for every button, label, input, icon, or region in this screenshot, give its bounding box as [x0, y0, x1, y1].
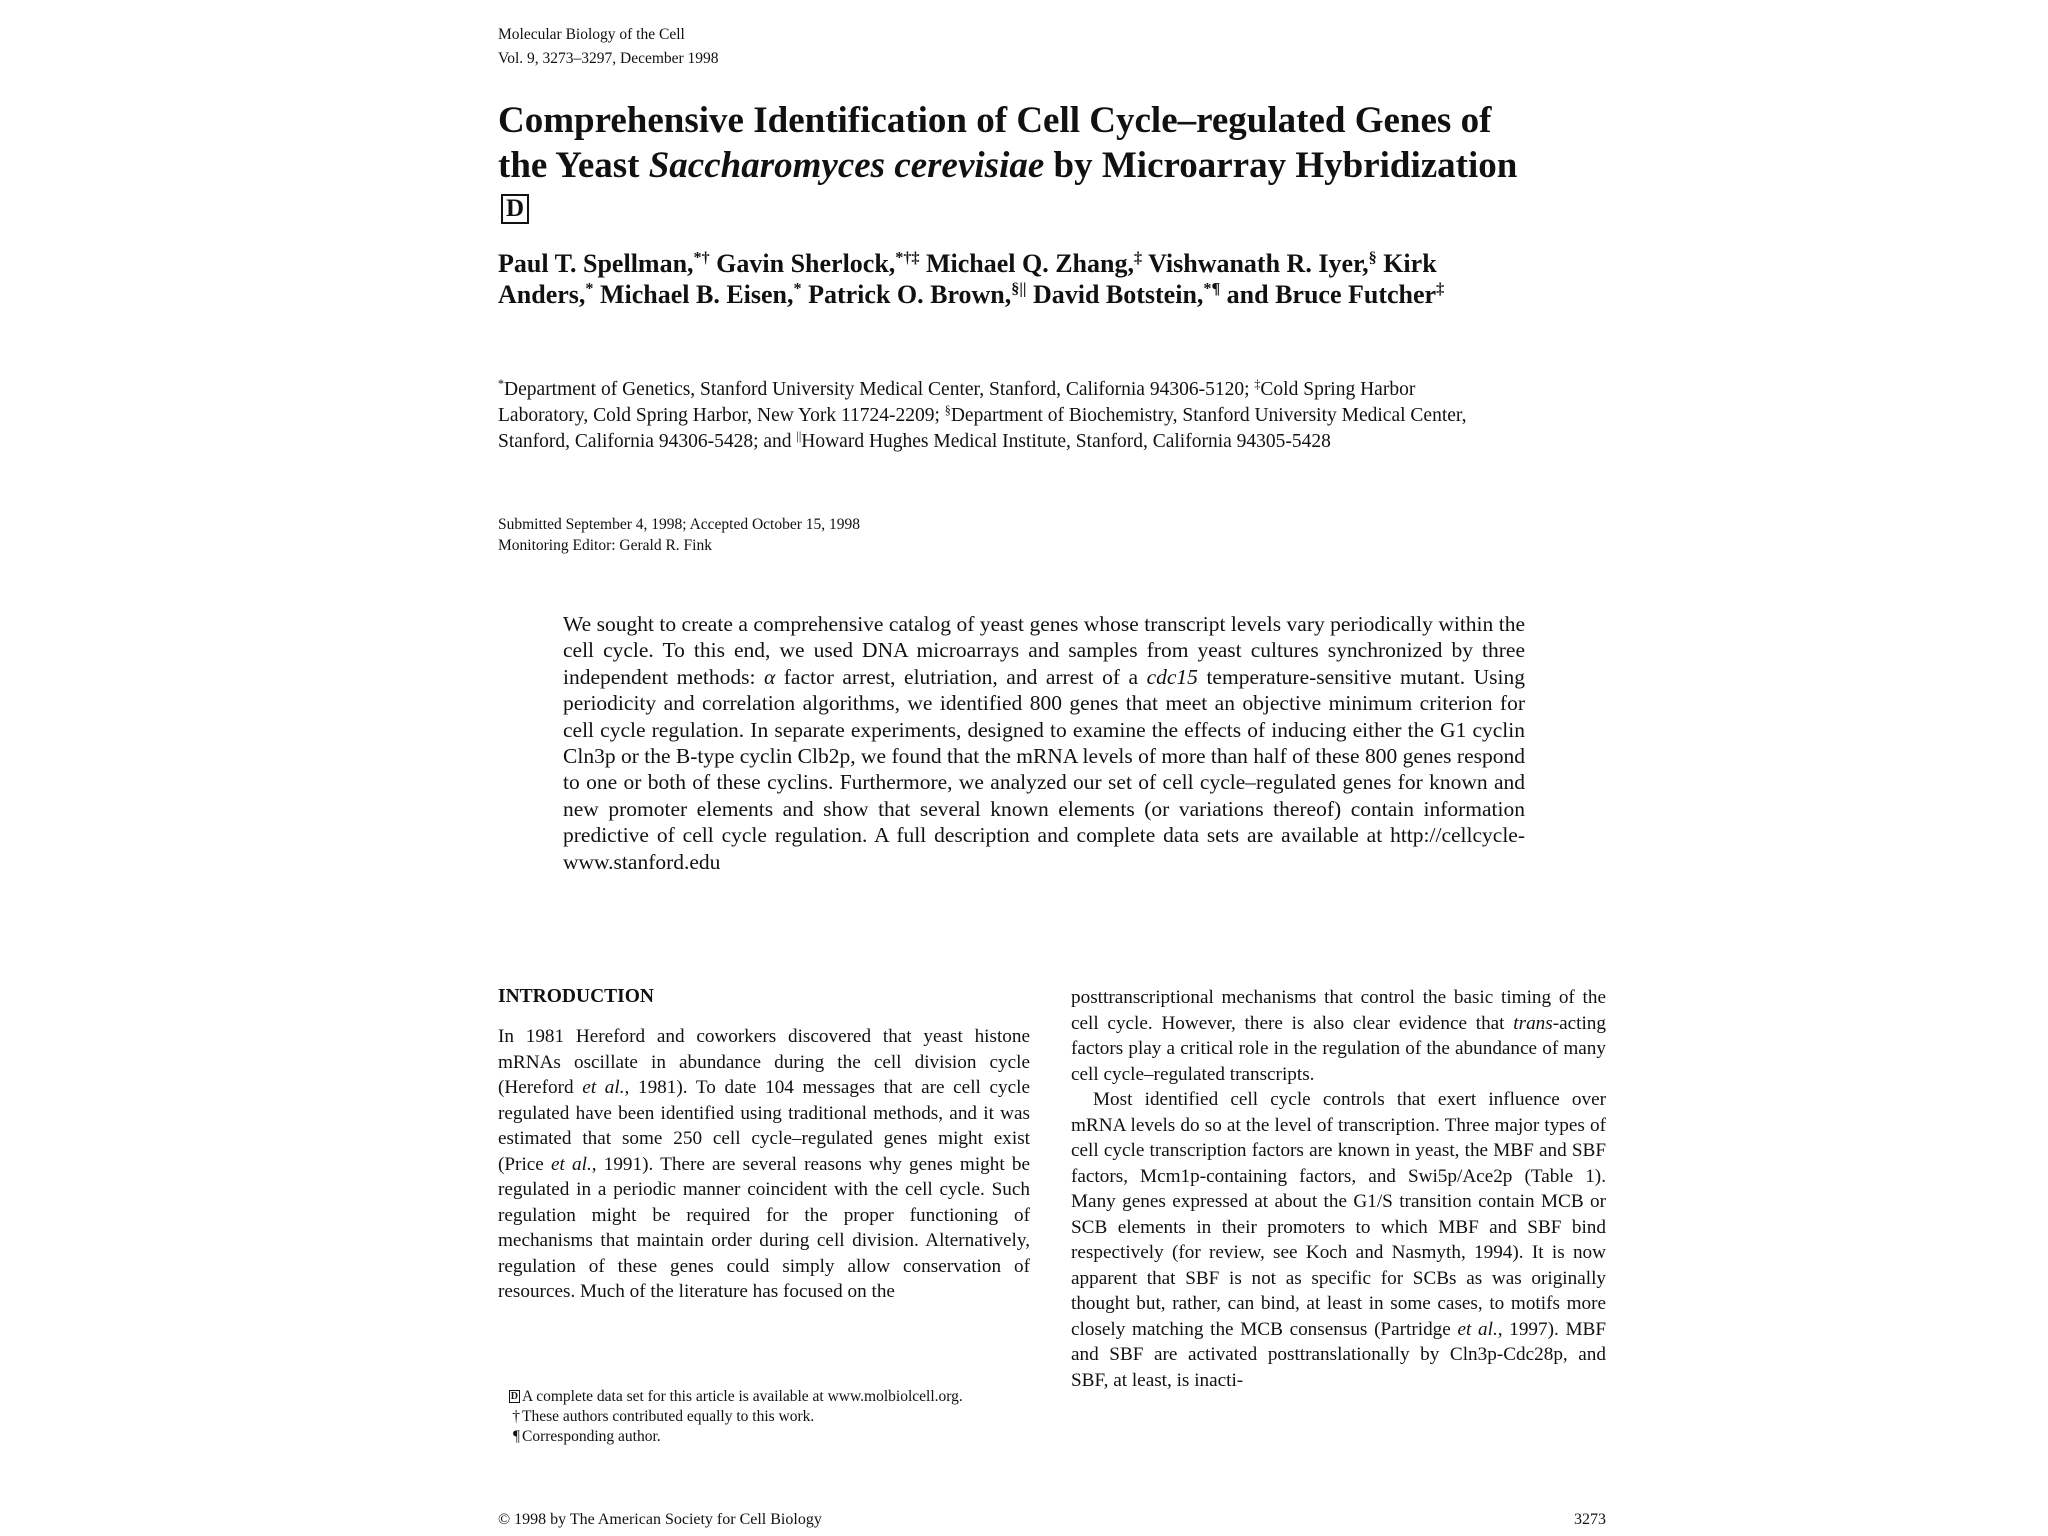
footnote-text: A complete data set for this article is available at www.molbiolcell.org. [522, 1388, 963, 1405]
author-marks: ‡ [1436, 280, 1445, 298]
left-column [498, 1024, 1030, 1305]
footnote-text: Corresponding author. [522, 1428, 661, 1445]
monitoring-editor: Monitoring Editor: Gerald R. Fink [498, 537, 712, 554]
footnote-mark: ¶ [512, 1428, 520, 1445]
author-list [498, 248, 1528, 310]
supplemental-data-icon: D [501, 194, 529, 224]
affil-text: Department of Biochemistry, Stanford University Medical Center, Stanford, California 94306-5428; and [498, 405, 1467, 452]
footnote [498, 1407, 1030, 1427]
intro-text-2: , 1981). To date 104 messages that are cell cycle regulated have been identified using traditional methods, and it was estimated that some 250 cell cycle–regulated genes might exist (Price [498, 1077, 1030, 1175]
affil-mark: ‡ [1254, 376, 1261, 391]
journal-volume: Vol. 9, 3273–3297, December 1998 [498, 50, 719, 67]
author-marks: *† [693, 249, 710, 267]
title-species: Saccharomyces cerevisiae [648, 145, 1045, 186]
abstract-text-3: temperature-sensitive mutant. Using periodicity and correlation algorithms, we identified 800 genes that meet an objective minimum criterion for cell cycle regulation. In separate experiments, designed to examine the effects of inducing either the G1 cyclin Cln3p or the B-type cyclin Clb2p, we found that the mRNA levels of more than half of these 800 genes respond to one or both of these cyclins. Furthermore, we analyzed our set of cell cycle–regulated genes for known and new promoter elements and show that several known elements (or variations thereof) contain information predictive of cell cycle regulation. A full description and complete data sets are available at http://cellcycle-www.stanford.edu [563, 664, 1525, 874]
affil-text: Cold Spring Harbor Laboratory, Cold Spring Harbor, New York 11724-2209; [498, 379, 1416, 426]
right-text-1: posttranscriptional mechanisms that control the basic timing of the cell cycle. However, there is also clear evidence that [1071, 987, 1606, 1034]
abstract-cdc15: cdc15 [1146, 664, 1198, 689]
intro-et-al-2: et al. [551, 1153, 592, 1175]
affil-text: Department of Genetics, Stanford University Medical Center, Stanford, California 94306-5120; [504, 379, 1255, 400]
author-marks: *†‡ [895, 249, 920, 267]
affil-mark: § [944, 402, 951, 417]
author-marks: * [793, 280, 802, 298]
author: Paul T. Spellman, [498, 249, 694, 278]
copyright-line: © 1998 by The American Society for Cell Biology [498, 1511, 822, 1528]
right-trans: trans [1513, 1012, 1553, 1034]
right-et-al: et al. [1457, 1318, 1498, 1340]
right-column [1071, 985, 1606, 1393]
footnote-mark: † [512, 1408, 520, 1425]
author: Vishwanath R. Iyer, [1142, 249, 1369, 278]
right-text-3: Most identified cell cycle controls that exert influence over mRNA levels do so at the level of transcription. Three major types of cell cycle transcription factors are known in yeast, the MBF and SBF factors, Mcm1p-containing factors, and Swi5p/Ace2p (Table 1). Many genes expressed at about the G1/S transition contain MCB or SCB elements in their promoters to which MBF and SBF bind respectively (for review, see Koch and Nasmyth, 1994). It is now apparent that SBF is not as specific for SCBs as was originally thought but, rather, can bind, at least in some cases, to motifs more closely matching the MCB consensus (Partridge [1071, 1089, 1606, 1340]
author: Michael B. Eisen, [593, 280, 794, 309]
affil-mark: * [498, 376, 505, 391]
footnotes [498, 1387, 1030, 1447]
right-text-4: , 1997). MBF and SBF are activated posttranslationally by Cln3p-Cdc28p, and SBF, at least, is inacti- [1071, 1318, 1607, 1391]
author: Patrick O. Brown, [801, 280, 1012, 309]
affil-mark: || [796, 428, 802, 443]
right-paragraph-1 [1071, 985, 1606, 1087]
author: David Botstein, [1026, 280, 1204, 309]
author-marks: §|| [1011, 280, 1027, 298]
paper-title [498, 98, 1548, 233]
affiliations [498, 377, 1508, 455]
footnote [498, 1427, 1030, 1447]
intro-paragraph [498, 1024, 1030, 1305]
author-marks: ‡ [1133, 249, 1143, 267]
title-text-1: Comprehensive Identification of Cell Cycle–regulated Genes of the Yeast [498, 100, 1492, 186]
affil-text: Howard Hughes Medical Institute, Stanford, California 94305-5428 [801, 431, 1331, 452]
abstract-alpha: α [763, 664, 776, 689]
author-marks: § [1368, 249, 1377, 267]
footnote [498, 1387, 1030, 1407]
section-heading-introduction: INTRODUCTION [498, 986, 655, 1007]
abstract [563, 611, 1525, 875]
author-marks: *¶ [1203, 280, 1221, 298]
author: and Bruce Futcher [1220, 280, 1437, 309]
abstract-text-1: We sought to create a comprehensive catalog of yeast genes whose transcript levels vary periodically within the cell cycle. To this end, we used DNA microarrays and samples from yeast cultures synchronized by three independent methods: [563, 612, 1525, 689]
footnote-mark [498, 1387, 522, 1407]
intro-et-al: et al. [582, 1077, 625, 1098]
journal-name: Molecular Biology of the Cell [498, 26, 685, 43]
intro-text-1: In 1981 Hereford and coworkers discovered that yeast histone mRNAs oscillate in abundance during the cell division cycle (Hereford [498, 1026, 1030, 1098]
right-paragraph-2 [1071, 1087, 1606, 1393]
author-marks: * [585, 280, 594, 298]
footnote-text: These authors contributed equally to this work. [522, 1408, 815, 1425]
right-text-2: -acting factors play a critical role in the regulation of the abundance of many cell cycle–regulated transcripts. [1071, 1012, 1606, 1085]
intro-text-3: , 1991). There are several reasons why genes might be regulated in a periodic manner coincident with the cell cycle. Such regulation might be required for the proper functioning of mechanisms that maintain order during cell division. Alternatively, regulation of these genes could simply allow conservation of resources. Much of the literature has focused on the [498, 1153, 1030, 1302]
abstract-text-2: factor arrest, elutriation, and arrest of a [775, 664, 1147, 689]
author: Michael Q. Zhang, [919, 249, 1134, 278]
page-number: 3273 [1574, 1511, 1606, 1528]
title-text-2: by Microarray Hybridization [1044, 145, 1518, 186]
supplemental-data-small-icon: D [510, 1391, 518, 1402]
author: Kirk Anders, [498, 249, 1437, 309]
author: Gavin Sherlock, [709, 249, 896, 278]
submission-dates: Submitted September 4, 1998; Accepted October 15, 1998 [498, 516, 861, 533]
